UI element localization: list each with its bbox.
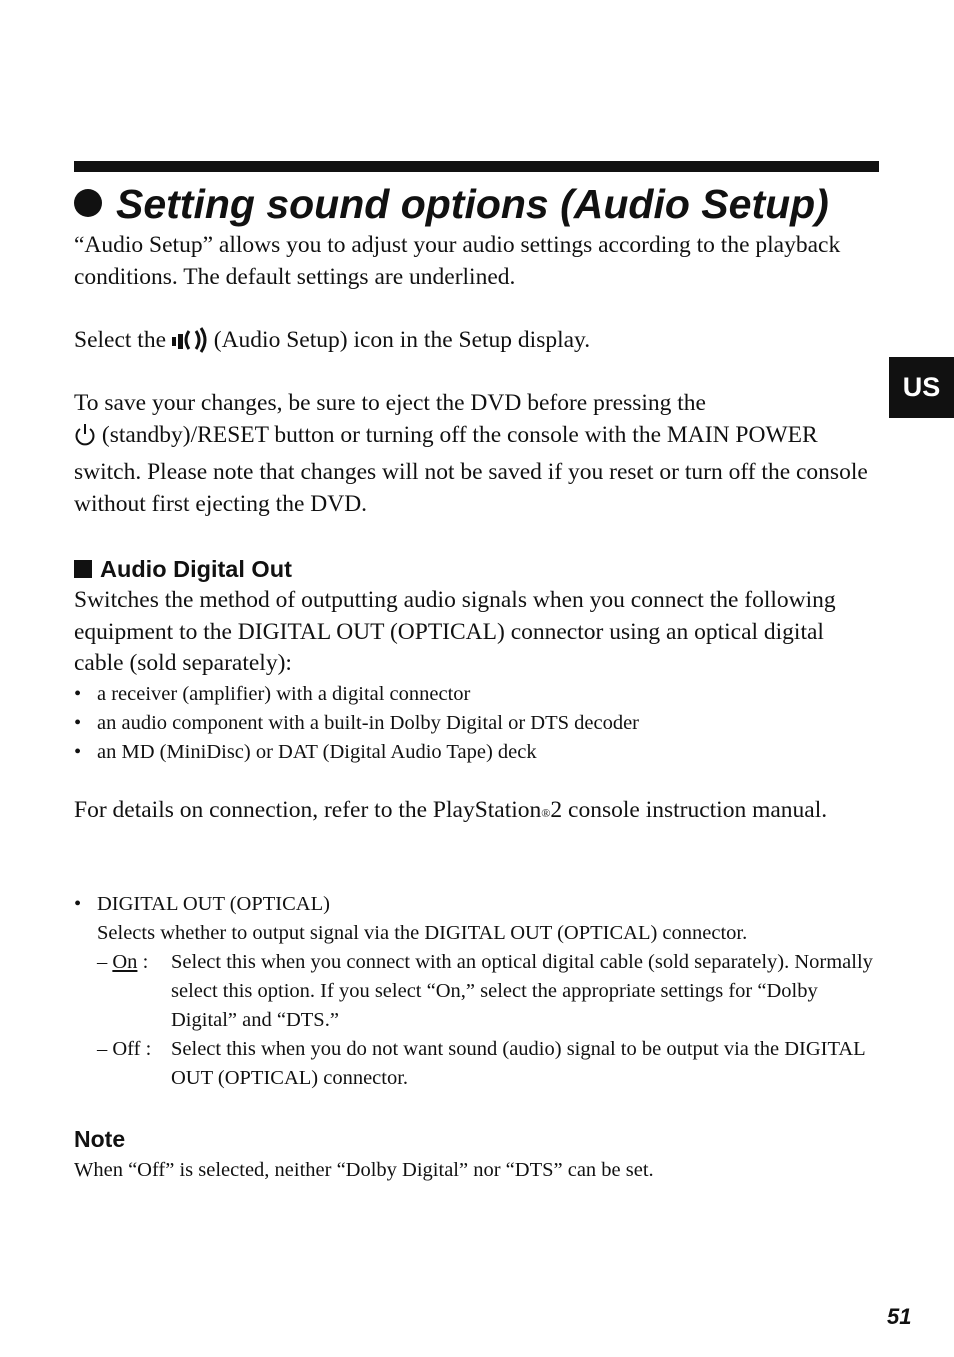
section-heading <box>74 554 292 585</box>
save-paragraph <box>74 388 879 520</box>
select-before: Select the <box>74 327 167 353</box>
choice-dash: – <box>97 1038 113 1060</box>
choice-name: Off <box>112 1038 141 1060</box>
option-block <box>74 890 879 1093</box>
option-name: • DIGITAL OUT (OPTICAL) <box>74 890 879 919</box>
list-item: • a receiver (amplifier) with a digital connector <box>74 680 879 709</box>
title-bullet-icon <box>74 189 102 217</box>
intro-paragraph: “Audio Setup” allows you to adjust your audio settings according to the playback conditions. The default settings are underlined. <box>74 232 841 290</box>
details-paragraph <box>74 795 879 830</box>
audio-setup-icon <box>172 327 208 363</box>
select-instruction <box>74 325 879 363</box>
choice-label <box>97 948 148 977</box>
page-title <box>74 178 829 230</box>
note-text: When “Off” is selected, neither “Dolby Digital” nor “DTS” can be set. <box>74 1159 654 1181</box>
registered-mark: ® <box>541 806 551 820</box>
standby-power-icon <box>74 422 96 458</box>
list-item: • an audio component with a built-in Dolby Digital or DTS decoder <box>74 709 879 738</box>
save-after: (standby)/RESET button or turning off the console with the MAIN POWER switch. Please note that changes will not be saved if you reset or turn off the console without first ejecting the DVD. <box>74 421 868 517</box>
region-tab-label: US <box>902 372 941 402</box>
title-rule <box>74 161 879 172</box>
choice-colon: : <box>140 1038 152 1060</box>
choice-text: Select this when you connect with an optical digital cable (sold separately). Normally select this option. If you select “On,” select the appropriate settings for “Dolby Digital” and “DTS.” <box>171 951 873 1031</box>
region-tab <box>889 357 954 418</box>
save-before: To save your changes, be sure to eject the DVD before pressing the <box>74 390 706 416</box>
choice-colon: : <box>137 951 149 973</box>
list-item: • an MD (MiniDisc) or DAT (Digital Audio Tape) deck <box>74 738 879 767</box>
note-heading: Note <box>74 1126 126 1152</box>
option-description: Selects whether to output signal via the DIGITAL OUT (OPTICAL) connector. <box>97 922 748 944</box>
option-choice-off <box>74 1035 879 1093</box>
option-choice-on <box>74 948 879 1035</box>
section-description: Switches the method of outputting audio signals when you connect the following equipment to the DIGITAL OUT (OPTICAL) connector using an optical digital cable (sold separately): <box>74 587 836 676</box>
choice-text: Select this when you do not want sound (audio) signal to be output via the DIGITAL OUT (OPTICAL) connector. <box>171 1038 865 1089</box>
choice-label <box>97 1035 151 1064</box>
details-after: 2 console instruction manual. <box>550 797 828 823</box>
details-before: For details on connection, refer to the PlayStation <box>74 797 542 823</box>
page-number: 51 <box>887 1304 912 1329</box>
square-bullet-icon <box>74 560 92 578</box>
choice-dash: – <box>97 951 113 973</box>
select-after: (Audio Setup) icon in the Setup display. <box>213 327 591 353</box>
choice-name: On <box>112 951 138 973</box>
equipment-list <box>74 680 879 767</box>
section-heading-text: Audio Digital Out <box>100 556 292 582</box>
page-title-text: Setting sound options (Audio Setup) <box>116 181 829 227</box>
